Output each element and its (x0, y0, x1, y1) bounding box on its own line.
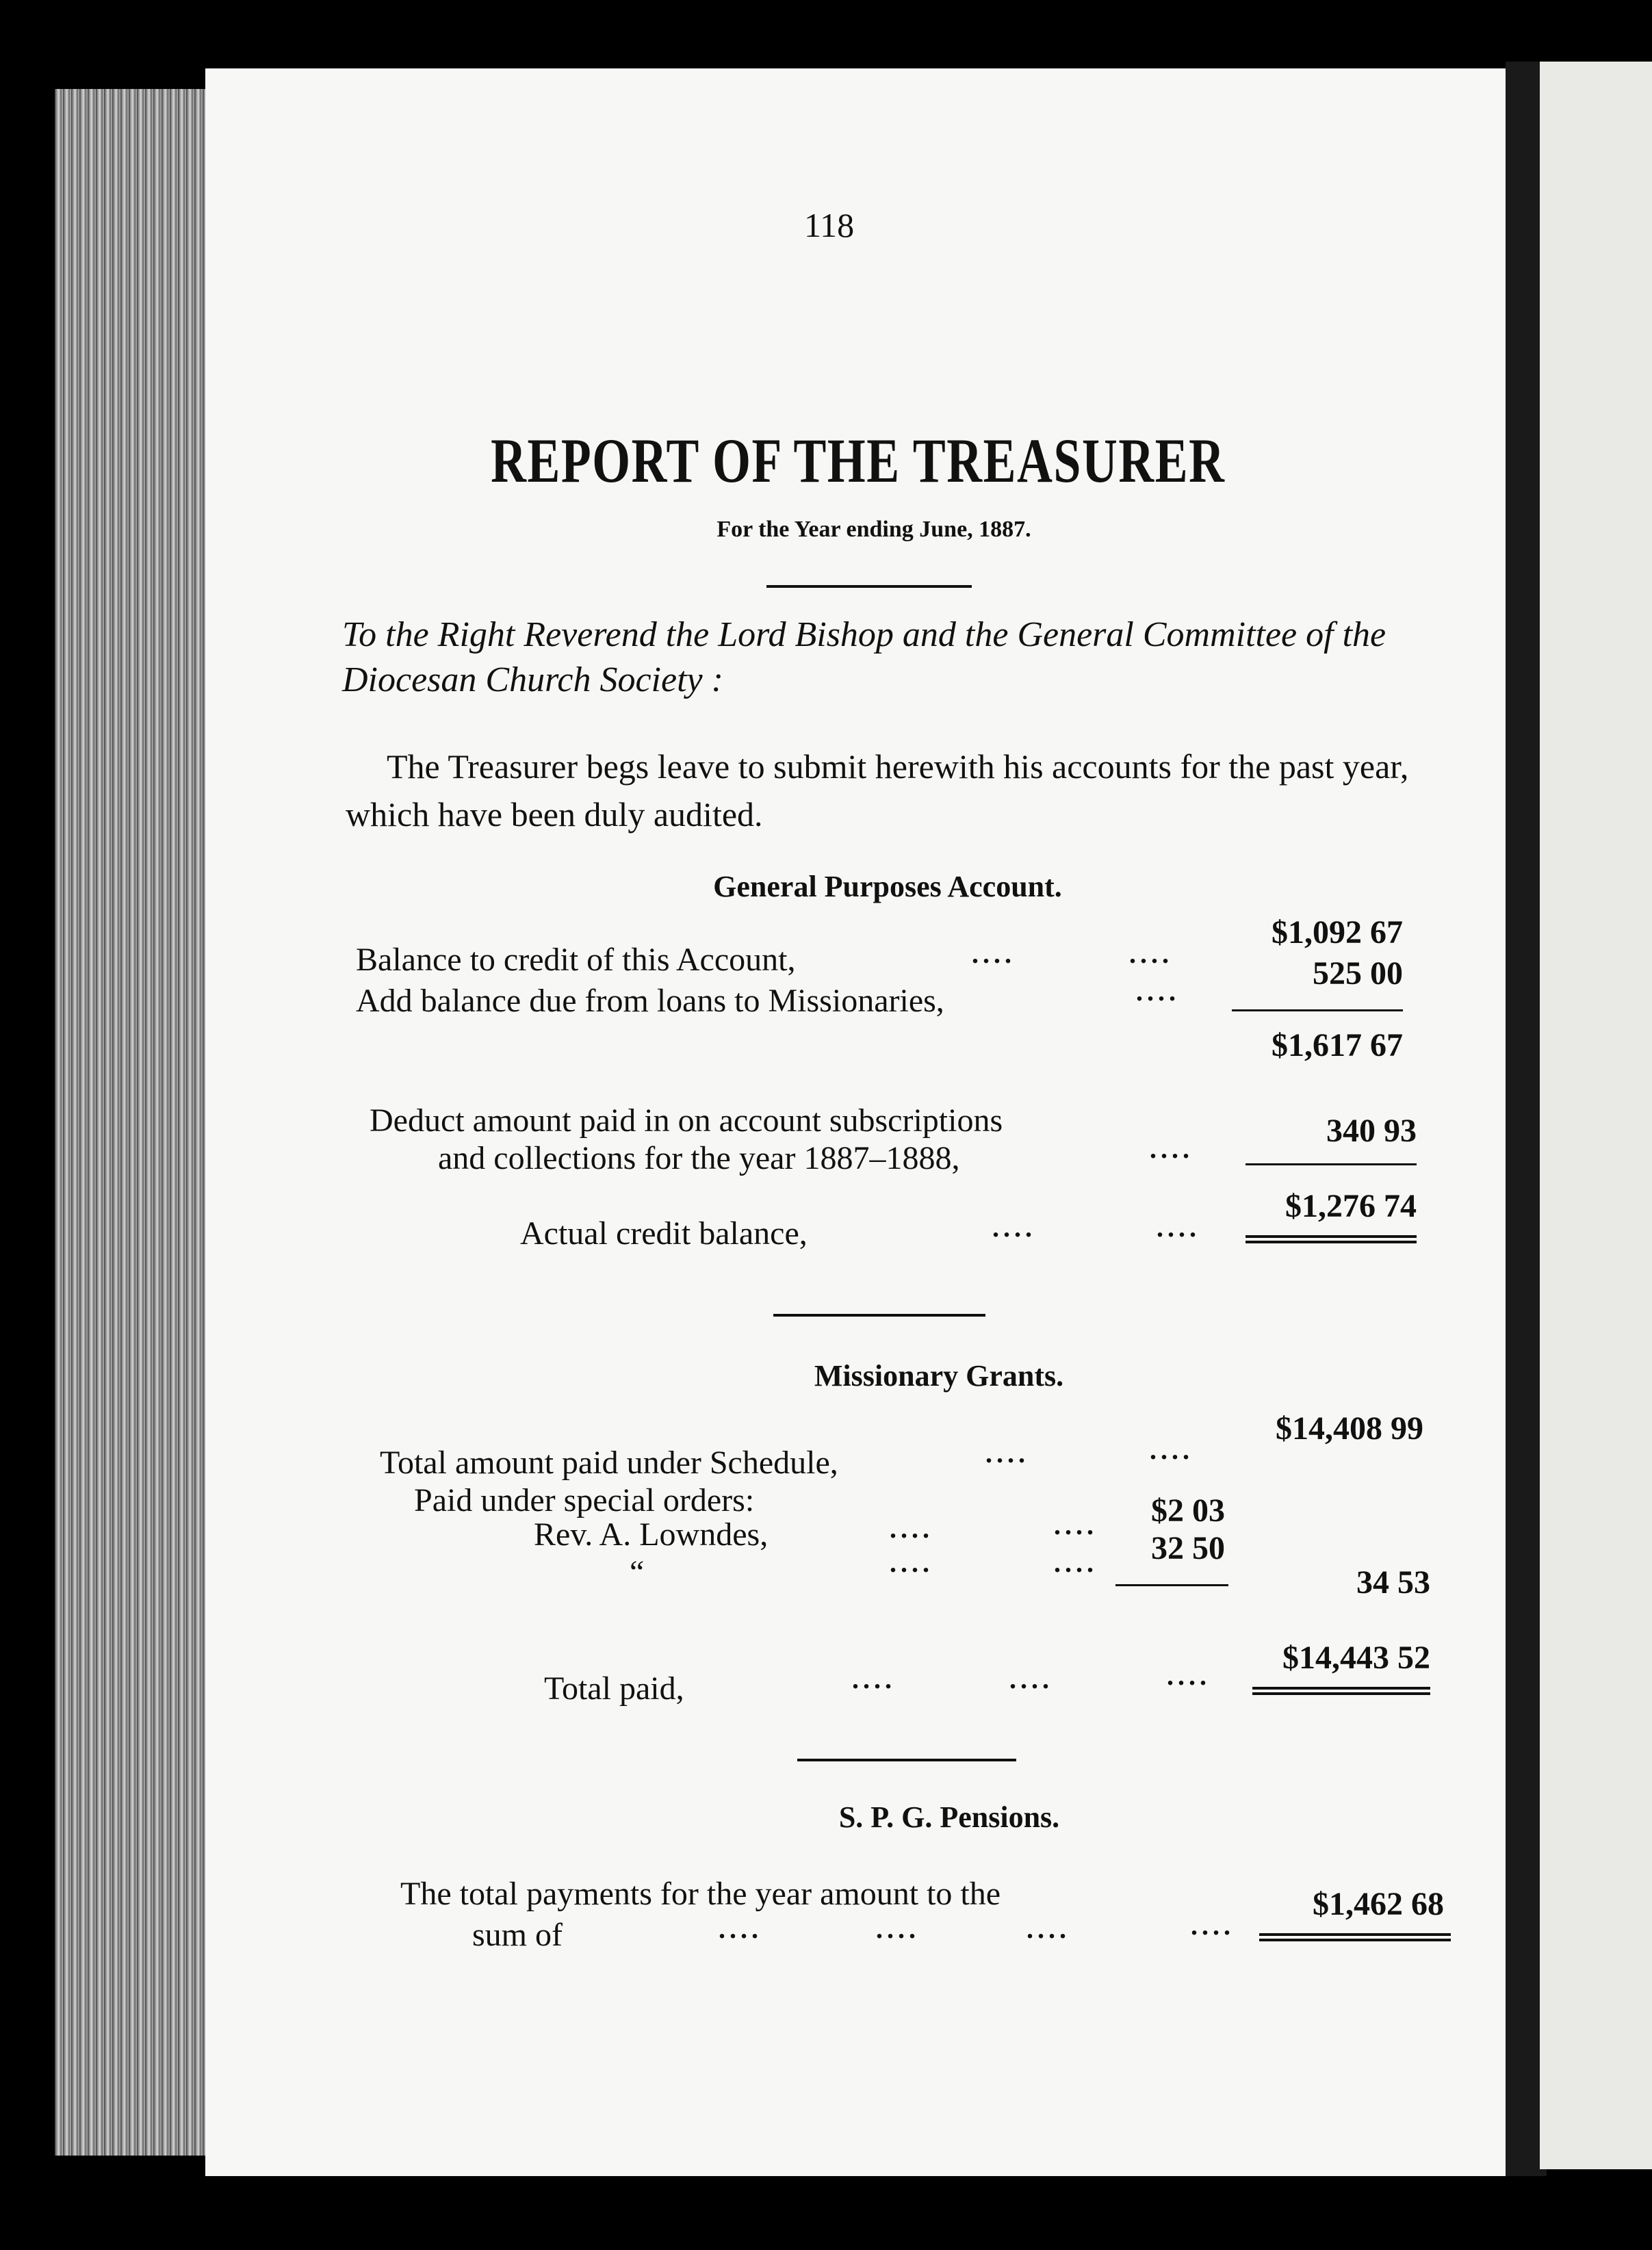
dot-leader: .... (1150, 1133, 1193, 1164)
actual-balance-label: Actual credit balance, (520, 1215, 808, 1252)
book-page-edges (55, 89, 219, 2156)
total-paid-amount: $14,443 52 (1282, 1640, 1430, 1676)
dot-leader: .... (1150, 1434, 1193, 1465)
dot-leader: .... (1129, 938, 1173, 969)
intro-paragraph: The Treasurer begs leave to submit herewith his accounts for the past year, which have been duly audited. (346, 747, 1409, 833)
special-total-amount: 34 53 (1356, 1564, 1430, 1601)
subtotal-amount: $1,617 67 (1272, 1027, 1403, 1063)
deduct-label-1: Deduct amount paid in on account subscriptions (370, 1102, 1003, 1139)
ditto-amount: 32 50 (1151, 1530, 1225, 1566)
spg-label-2: sum of (472, 1917, 563, 1953)
dot-leader: .... (1136, 976, 1180, 1007)
add-label: Add balance due from loans to Missionaries, (356, 983, 944, 1019)
dot-leader: .... (1167, 1660, 1211, 1691)
dot-leader: .... (890, 1513, 933, 1544)
dot-leader: .... (1009, 1664, 1053, 1694)
sum-rule (1115, 1584, 1228, 1586)
schedule-amount: $14,408 99 (1276, 1410, 1423, 1447)
actual-balance-amount: $1,276 74 (1285, 1188, 1417, 1224)
deduct-label-2: and collections for the year 1887–1888, (438, 1140, 960, 1176)
dot-leader: .... (852, 1664, 896, 1694)
report-subtitle: For the Year ending June, 1887. (717, 517, 1031, 542)
sum-rule (1232, 1009, 1403, 1011)
add-amount: 525 00 (1313, 955, 1403, 992)
spg-pensions-heading: S. P. G. Pensions. (838, 1800, 1060, 1834)
title-rule (766, 585, 972, 588)
section-rule (797, 1759, 1016, 1761)
address-line: To the Right Reverend the Lord Bishop and the General Committee of the Diocesan Church Society : (342, 615, 1386, 699)
page-number: 118 (804, 206, 855, 244)
double-rule (1252, 1687, 1430, 1695)
special-orders-label: Paid under special orders: (414, 1482, 755, 1518)
deduct-amount: 340 93 (1326, 1113, 1417, 1149)
ditto-mark: “ (630, 1554, 645, 1590)
lowndes-label: Rev. A. Lowndes, (534, 1516, 769, 1553)
dot-leader: .... (1157, 1212, 1200, 1243)
dot-leader: .... (1054, 1510, 1098, 1540)
spg-label-1: The total payments for the year amount to the (400, 1876, 1001, 1912)
spg-amount: $1,462 68 (1313, 1886, 1444, 1922)
balance-label: Balance to credit of this Account, (356, 942, 796, 978)
schedule-label: Total amount paid under Schedule, (380, 1445, 838, 1481)
balance-amount: $1,092 67 (1272, 914, 1403, 951)
dot-leader: .... (1191, 1910, 1235, 1941)
dot-leader: .... (1027, 1913, 1070, 1944)
section-rule (773, 1314, 985, 1317)
dot-leader: .... (985, 1438, 1029, 1469)
dot-leader: .... (719, 1913, 762, 1944)
dot-leader: .... (992, 1212, 1036, 1243)
general-purposes-heading: General Purposes Account. (713, 870, 1062, 903)
total-paid-label: Total paid, (544, 1670, 684, 1707)
sum-rule (1246, 1163, 1417, 1165)
double-rule (1259, 1933, 1451, 1941)
dot-leader: .... (876, 1913, 920, 1944)
double-rule (1246, 1235, 1417, 1243)
report-title: REPORT OF THE TREASURER (491, 426, 1226, 495)
missionary-grants-heading: Missionary Grants. (814, 1359, 1064, 1393)
dot-leader: .... (972, 938, 1016, 969)
dot-leader: .... (1054, 1547, 1098, 1578)
dot-leader: .... (890, 1547, 933, 1578)
facing-page (1540, 62, 1652, 2169)
lowndes-amount: $2 03 (1151, 1492, 1225, 1529)
